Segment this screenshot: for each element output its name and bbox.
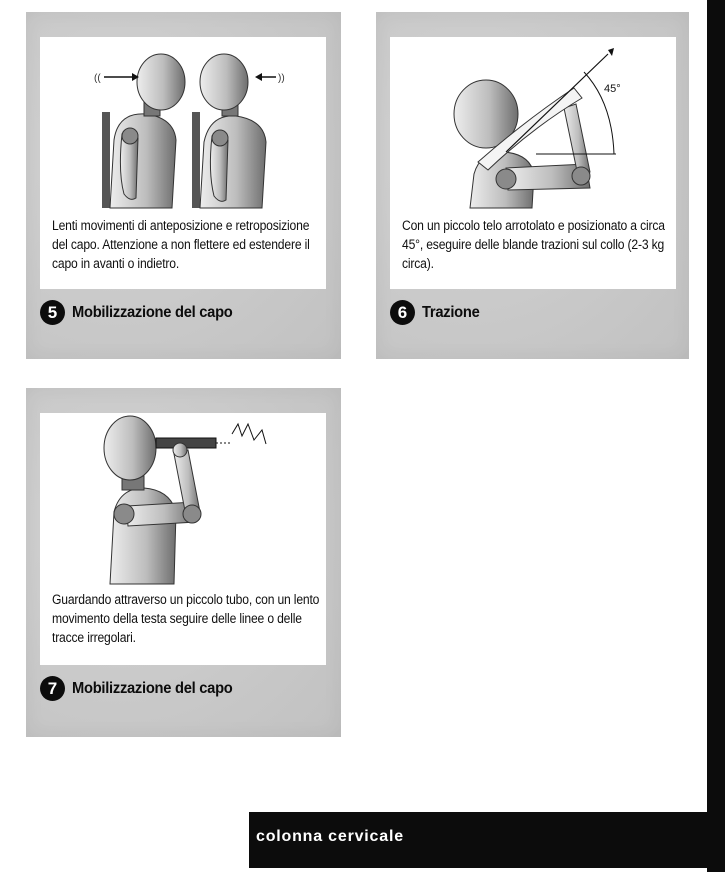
illustration-traction <box>376 12 689 222</box>
exercise-number-badge: 7 <box>40 676 65 701</box>
exercise-card-6 <box>376 12 689 359</box>
exercise-card-7 <box>26 388 341 737</box>
exercise-description: Guardando attraverso un piccolo tubo, con un lento movimento della testa seguire delle linee o delle tracce irregolari. <box>52 592 320 645</box>
exercise-description: Con un piccolo telo arrotolato e posizionato a circa 45°, eseguire delle blande trazioni sul collo (2-3 kg circa). <box>402 218 665 271</box>
exercise-description: Lenti movimenti di anteposizione e retroposizione del capo. Attenzione a non flettere ed estendere il capo in avanti o indietro. <box>52 218 310 271</box>
exercise-title: Trazione <box>422 303 480 321</box>
exercise-title: Mobilizzazione del capo <box>72 303 233 321</box>
motion-mark-left: (( <box>94 73 101 84</box>
exercise-number-badge: 6 <box>390 300 415 325</box>
page-edge-bar <box>707 0 725 872</box>
exercise-number-badge: 5 <box>40 300 65 325</box>
illustration-head-movement <box>26 12 341 222</box>
exercise-title-row <box>390 300 485 325</box>
exercise-title-row <box>40 300 246 325</box>
angle-label: 45° <box>604 83 621 95</box>
exercise-title-row <box>40 676 246 701</box>
exercise-card-5 <box>26 12 341 359</box>
exercise-title: Mobilizzazione del capo <box>72 679 233 697</box>
section-label: colonna cervicale <box>256 828 404 845</box>
illustration-tube-tracking <box>26 388 341 588</box>
motion-mark-right: )) <box>278 73 285 84</box>
